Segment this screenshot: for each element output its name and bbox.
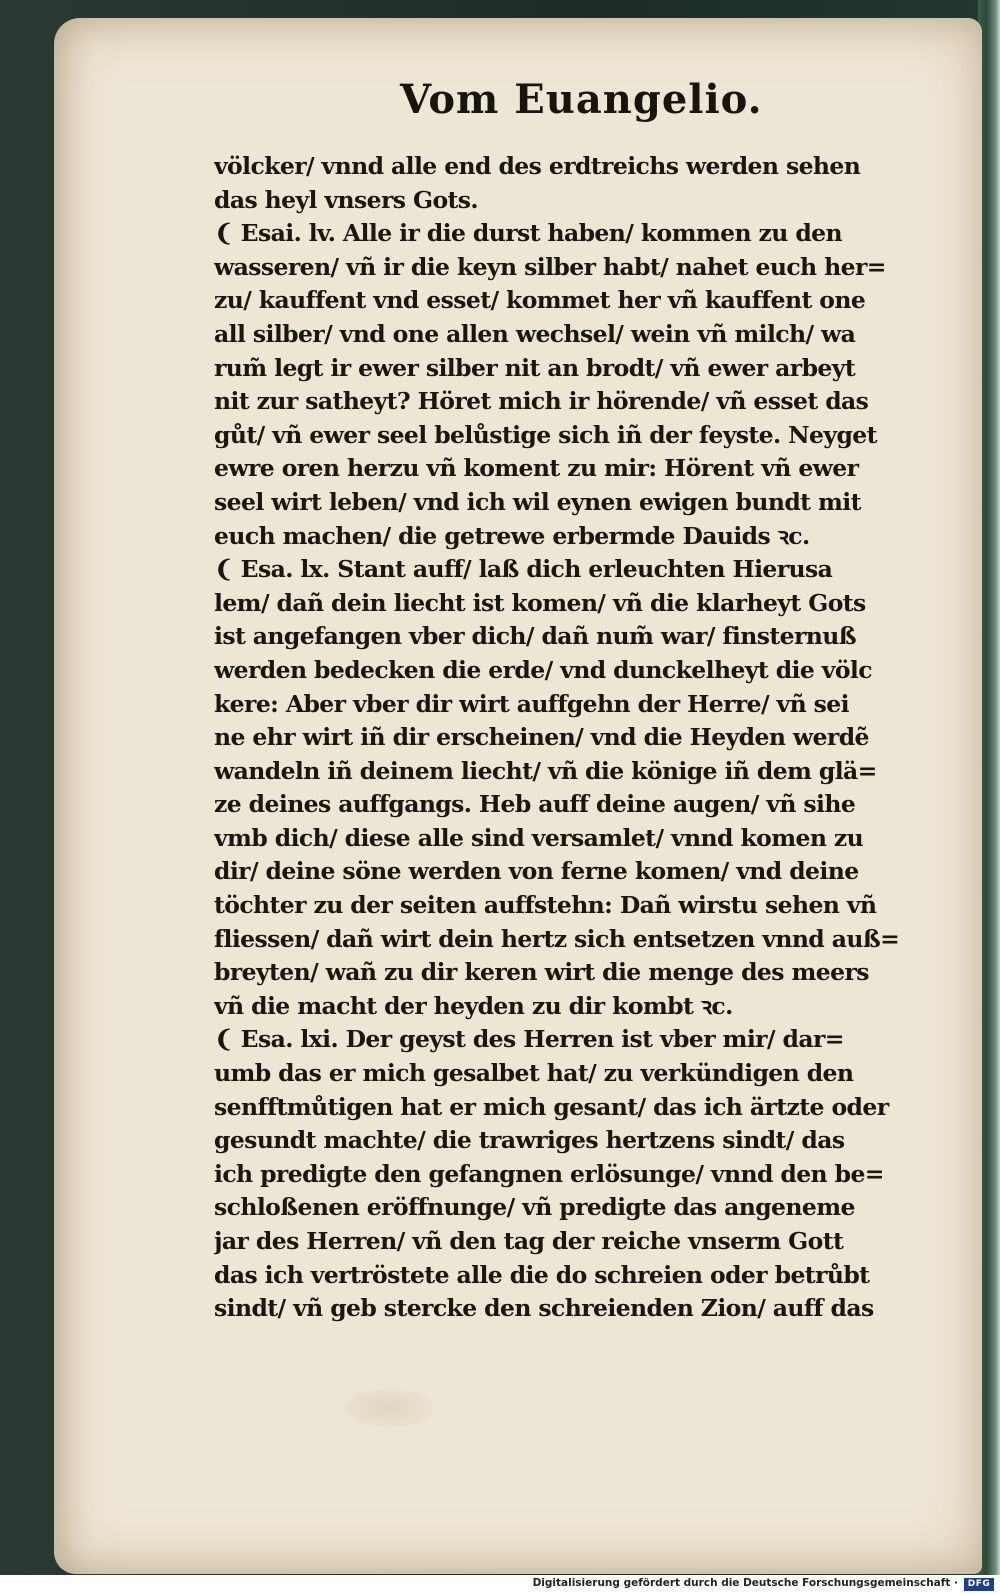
text-line: ❨ Esa. lxi. Der geyst des Herren ist vber mir/ dar=: [214, 1025, 844, 1054]
text-line: umb das er mich gesalbet hat/ zu verkündigen den: [214, 1059, 854, 1088]
text-line: all silber/ vnd one allen wechsel/ wein vñ milch/ wa: [214, 319, 856, 348]
text-line: zu/ kauffent vnd esset/ kommet her vñ kauffent one: [214, 286, 866, 315]
text-line: vmb dich/ diese alle sind versamlet/ vnnd komen zu: [214, 823, 864, 852]
text-line: ❨ Esa. lx. Stant auff/ laß dich erleuchten Hierusa: [214, 555, 833, 584]
body-text: [214, 150, 964, 1326]
paper-stain: [344, 1388, 434, 1428]
text-line: rum̃ legt ir ewer silber nit an brodt/ vñ ewer arbeyt: [214, 353, 856, 382]
text-line: dir/ deine söne werden von ferne komen/ vnd deine: [214, 857, 859, 886]
text-line: töchter zu der seiten auffstehn: Dañ wirstu sehen vñ: [214, 891, 877, 920]
footer-bar: [0, 1575, 1000, 1594]
text-line: seel wirt leben/ vnd ich wil eynen ewigen bundt mit: [214, 487, 861, 516]
funding-notice: Digitalisierung gefördert durch die Deutsche Forschungsgemeinschaft ·: [532, 1577, 958, 1589]
text-line: lem/ dañ dein liecht ist komen/ vñ die klarheyt Gots: [214, 588, 866, 617]
text-line: senfftmůtigen hat er mich gesant/ das ich ärtzte oder: [214, 1092, 889, 1121]
text-line: völcker/ vnnd alle end des erdtreichs werden sehen: [214, 152, 861, 180]
text-line: schloßenen eröffnunge/ vñ predigte das angeneme: [214, 1193, 855, 1222]
text-line: ist angefangen vber dich/ dañ num̃ war/ finsternuß: [214, 622, 856, 651]
text-line: wasseren/ vñ ir die keyn silber habt/ nahet euch her=: [214, 252, 886, 281]
text-line: ❨ Esai. lv. Alle ir die durst haben/ kommen zu den: [214, 219, 843, 248]
dfg-logo: DFG: [964, 1578, 994, 1591]
text-line: breyten/ wañ zu dir keren wirt die menge des meers: [214, 958, 869, 987]
text-line: das ich vertröstete alle die do schreien oder betrůbt: [214, 1260, 870, 1289]
text-line: fliessen/ dañ wirt dein hertz sich entsetzen vnnd auß=: [214, 924, 900, 953]
text-line: ich predigte den gefangnen erlösunge/ vnnd den be=: [214, 1159, 884, 1188]
text-line: werden bedecken die erde/ vnd dunckelheyt die völc: [214, 655, 872, 684]
text-line: kere: Aber vber dir wirt auffgehn der Herre/ vñ sei: [214, 689, 849, 718]
text-line: euch machen/ die getrewe erbermde Dauids ꝛc.: [214, 521, 810, 550]
text-line: jar des Herren/ vñ den tag der reiche vnserm Gott: [214, 1227, 844, 1255]
text-line: sindt/ vñ geb stercke den schreienden Zion/ auff das: [214, 1294, 874, 1323]
page-header: Vom Euangelio.: [400, 76, 763, 123]
text-line: vñ die macht der heyden zu dir kombt ꝛc.: [214, 991, 733, 1020]
text-line: nit zur satheyt? Höret mich ir hörende/ vñ esset das: [214, 387, 869, 416]
text-line: ewre oren herzu vñ koment zu mir: Hörent vñ ewer: [214, 454, 859, 483]
text-line: ne ehr wirt iñ dir erscheinen/ vnd die Heyden werdẽ: [214, 723, 869, 752]
text-line: gesundt machte/ die trawriges hertzens sindt/ das: [214, 1126, 845, 1155]
text-line: gůt/ vñ ewer seel belůstige sich iñ der feyste. Neyget: [214, 420, 877, 449]
text-line: das heyl vnsers Gots.: [214, 185, 478, 214]
text-line: wandeln iñ deinem liecht/ vñ die könige iñ dem glä=: [214, 756, 877, 785]
text-line: ze deines auffgangs. Heb auff deine augen/ vñ sihe: [214, 790, 856, 819]
